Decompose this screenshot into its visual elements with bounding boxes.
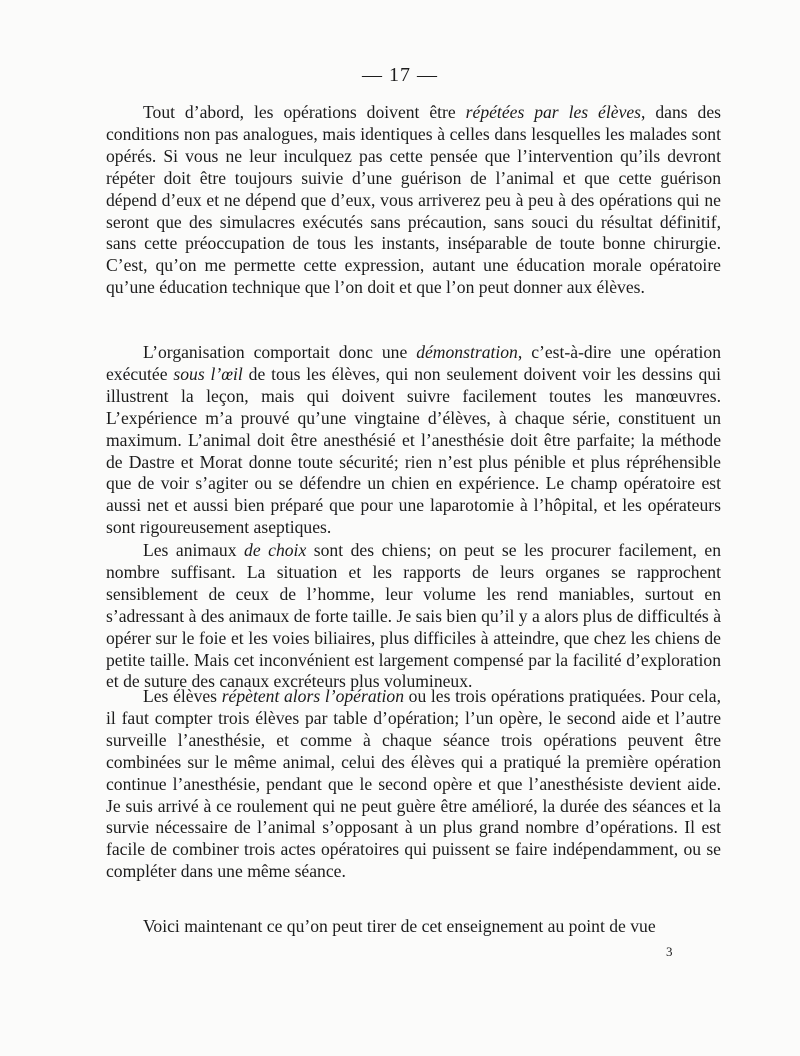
paragraph-1-italic-phrase: répétées par les élèves xyxy=(465,102,642,122)
paragraph-3-text-start: Les animaux xyxy=(143,540,245,560)
paragraph-5-text: Voici maintenant ce qu’on peut tirer de cet enseignement au point de vue xyxy=(143,916,656,936)
paragraph-1-text-end: , dans des conditions non pas analogues, mais identiques à celles dans lesquelles les malades sont opérés. Si vous ne leur inculquez pas cette pensée que l’intervention qu’ils devront répéter doit être toujours suivie d’une guérison de l’animal et que cette guérison dépend d’eux et ne dépend que d’eux, vous arriverez peu à peu à des opérations qui ne seront que des simulacres exécutés sans précaution, sans souci du résultat définitif, sans cette préoccupation de tous les instants, inséparable de toute bonne chirurgie. C’est, qu’on me permette cette expression, autant une éducation morale opératoire qu’une éducation technique que l’on doit et que l’on peut donner aux élèves. xyxy=(106,102,721,298)
paragraph-3 xyxy=(106,540,721,693)
paragraph-4-text-end: ou les trois opérations pratiquées. Pour cela, il faut compter trois élèves par table d’opération; l’un opère, le second aide et l’autre surveille l’anesthésie, et comme à chaque séance trois opérations peuvent être combinées sur le même animal, celui des élèves qui a pratiqué la première opération continue l’anesthésie, pendant que le second opère et que l’anesthésiste devient aide. Je suis arrivé à ce roulement qui ne peut guère être amélioré, la durée des séances et la survie nécessaire de l’animal s’opposant à un plus grand nombre d’opérations. Il est facile de combiner trois actes opératoires qui puissent se faire indépendamment, ou se compléter dans une même séance. xyxy=(106,686,721,882)
paragraph-3-italic-de-choix: de choix xyxy=(244,540,307,560)
paragraph-4 xyxy=(106,686,721,883)
paragraph-1-text-start: Tout d’abord, les opérations doivent être xyxy=(143,102,466,122)
paragraph-2-text-end: de tous les élèves, qui non seulement doivent voir les dessins qui illustrent la leçon, mais qui doivent suivre facilement toutes les manœuvres. L’expérience m’a prouvé qu’une vingtaine d’élèves, à chaque série, constituent un maximum. L’animal doit être anesthésié et l’anesthésie doit être parfaite; la méthode de Dastre et Morat donne toute sécurité; rien n’est plus pénible et plus répréhensible que de voir s’agiter ou se défendre un chien en expérience. Le champ opératoire est aussi net et aussi bien préparé que pour une laparotomie à l’hôpital, et les opérateurs sont rigoureusement aseptiques. xyxy=(106,363,721,538)
paragraph-2-text-start: L’organisation comportait donc une xyxy=(143,342,417,362)
paragraph-2-italic-sous-loeil: sous l’œil xyxy=(173,363,243,384)
paragraph-1 xyxy=(106,102,721,299)
paragraph-4-italic-repetent: répètent alors l’opération xyxy=(221,686,404,706)
signature-mark: 3 xyxy=(666,944,673,959)
paragraph-2-text-middle: , c’est-à-dire une opération exécutée xyxy=(106,342,721,384)
paragraph-4-text-start: Les élèves xyxy=(143,686,222,706)
paragraph-5 xyxy=(106,916,721,938)
paragraph-3-text-end: sont des chiens; on peut se les procurer facilement, en nombre suffisant. La situation et les rapports de leurs organes se rapprochent sensiblement de ceux de l’homme, leur volume les rend maniables, surtout en s’adressant à des animaux de forte taille. Je sais bien qu’il y a alors plus de difficultés à opérer sur le foie et les voies biliaires, plus difficiles à atteindre, que chez les chiens de petite taille. Mais cet inconvénient est largement compensé par la facilité d’exploration et de suture des canaux excréteurs plus volumineux. xyxy=(106,540,722,692)
paragraph-2-italic-demonstration: démonstration xyxy=(416,342,518,362)
page-number: — 17 — xyxy=(362,64,438,86)
paragraph-2 xyxy=(106,342,721,539)
